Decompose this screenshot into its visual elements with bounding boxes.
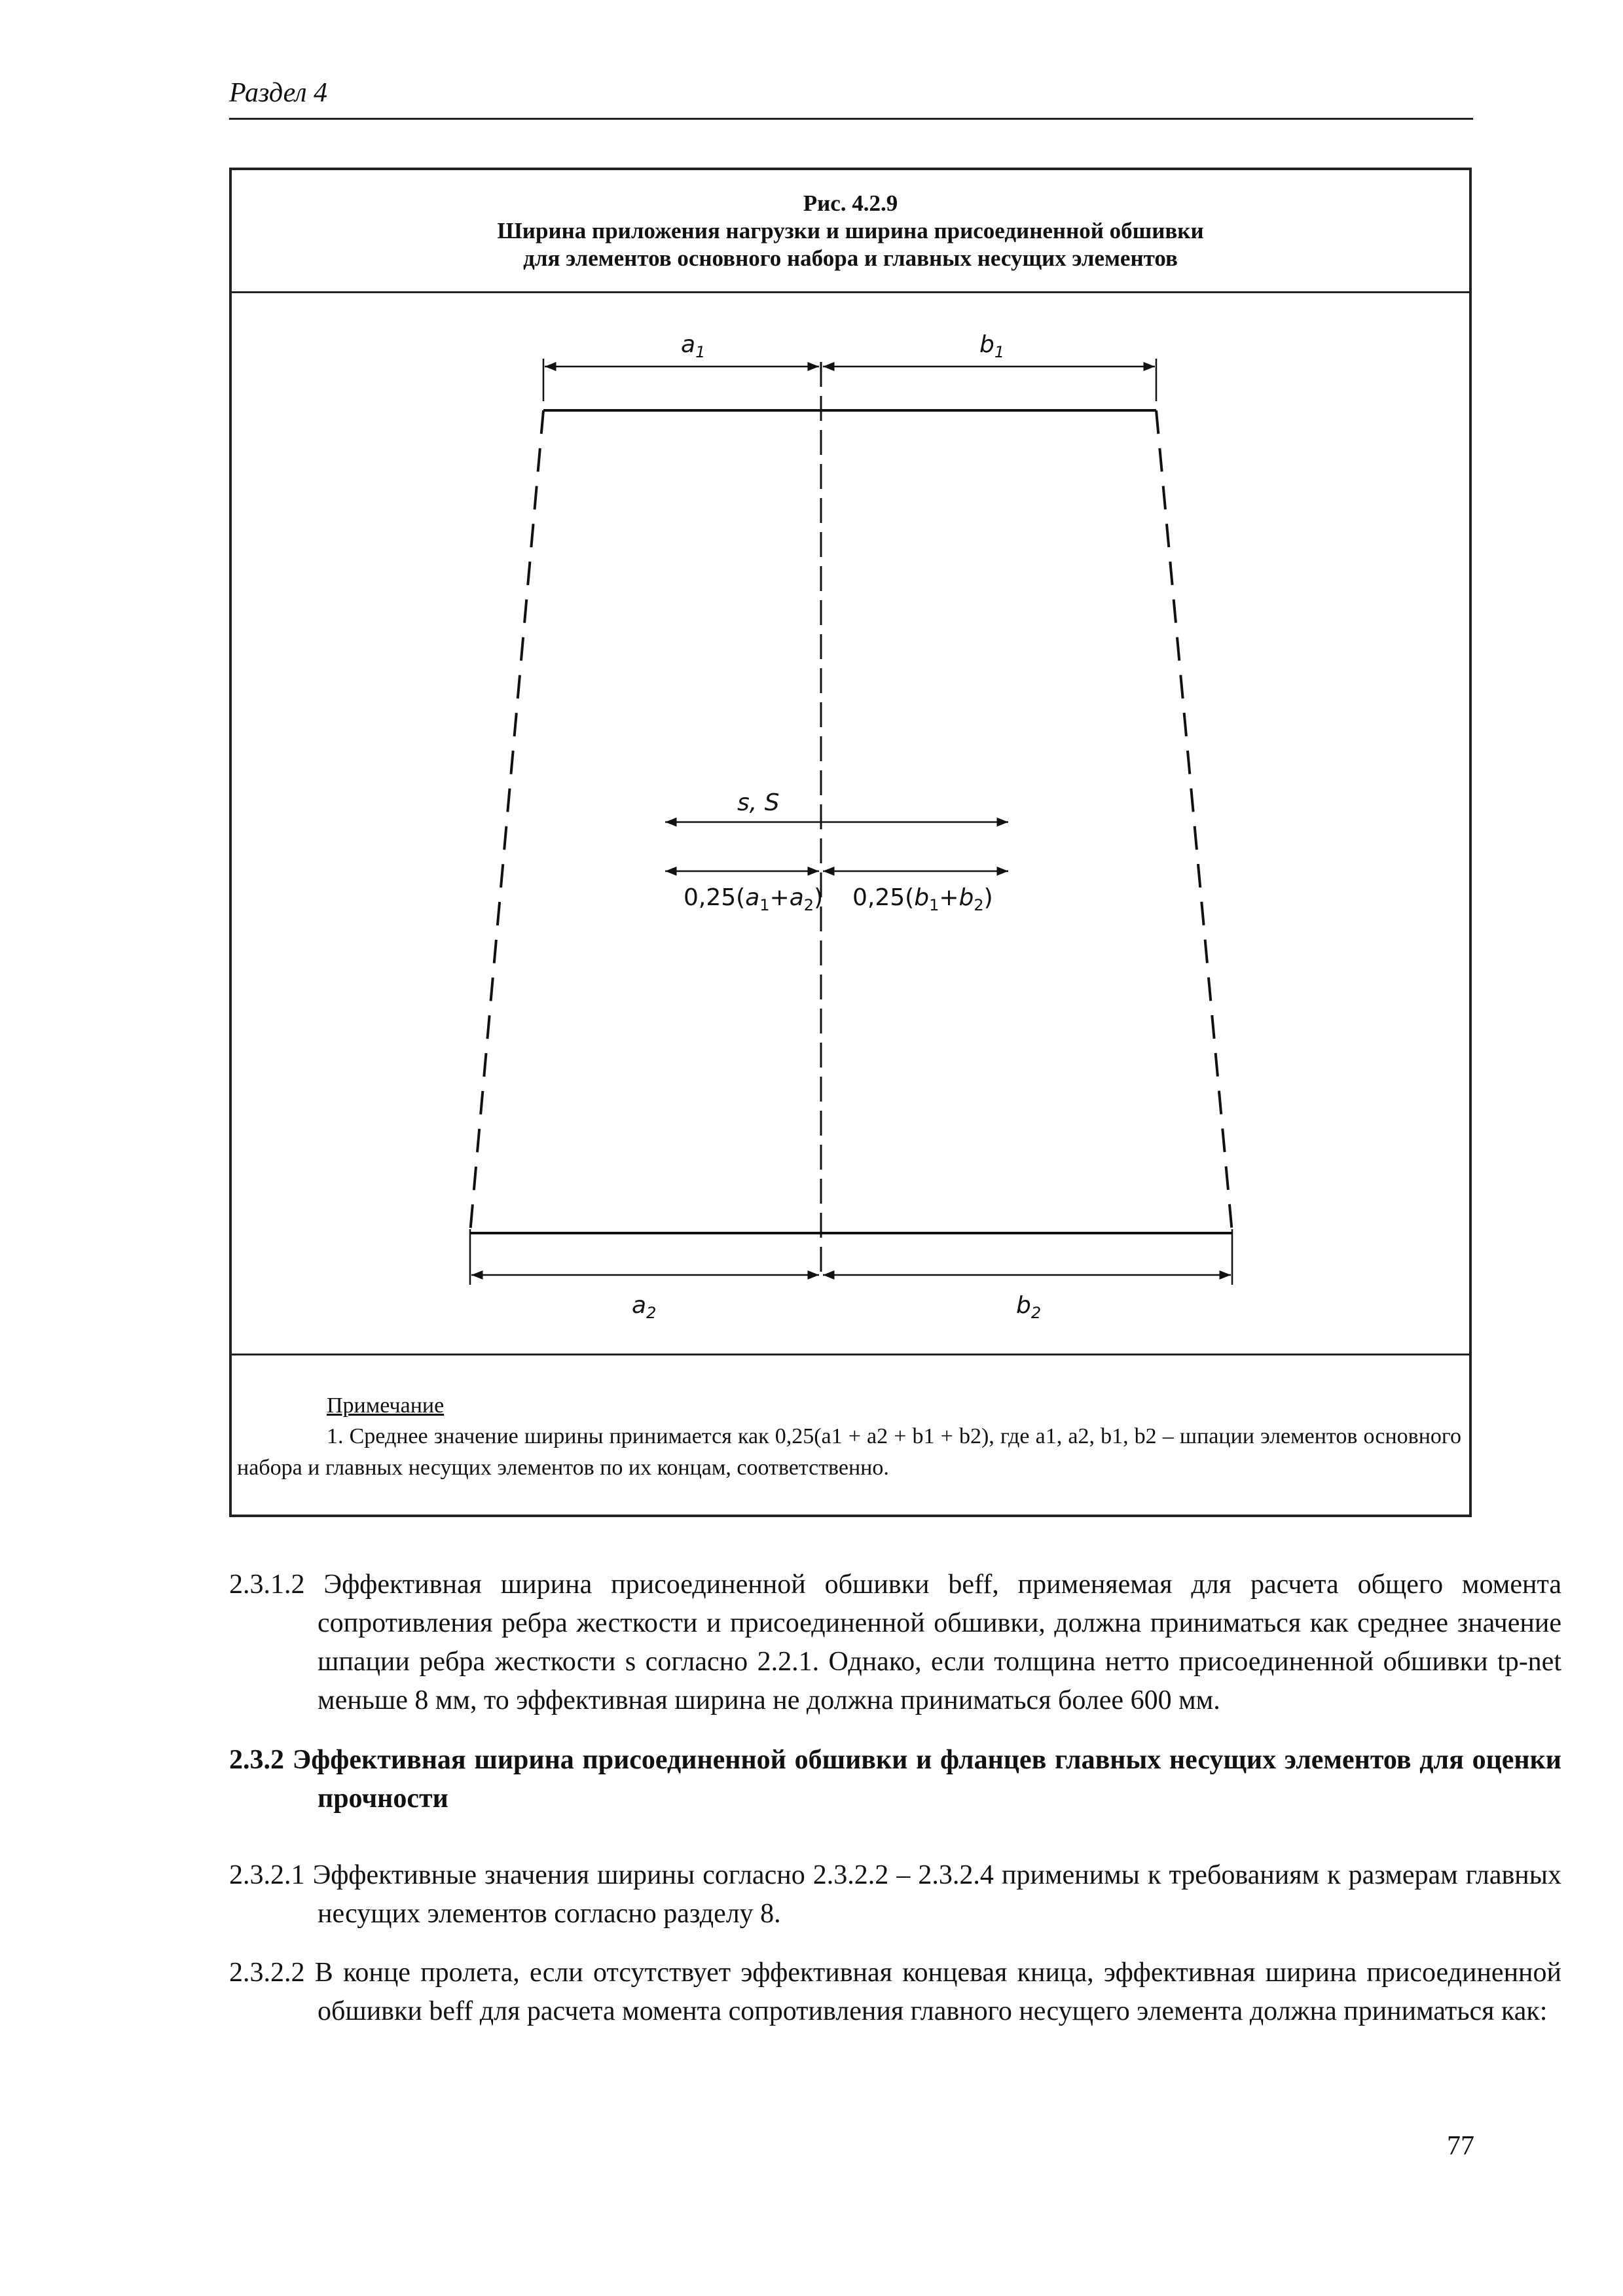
label-left-mid: $0,25(a_1+a_2)$ xyxy=(684,884,824,914)
label-sS: s, S xyxy=(737,789,780,816)
left-dashed-side xyxy=(470,410,543,1233)
section-header: Раздел 4 xyxy=(229,78,328,108)
figure-diagram xyxy=(232,293,1469,1520)
label-right-mid: $0,25(b_1+b_2)$ xyxy=(852,884,993,914)
label-a1: $a_1$ xyxy=(681,331,706,361)
label-a2: $a_2$ xyxy=(632,1292,657,1322)
figure-number: Рис. 4.2.9 xyxy=(803,190,898,216)
paragraph-2-3-2-1 xyxy=(229,1856,1561,1933)
label-b2: $b_2$ xyxy=(1016,1292,1042,1322)
paragraph-number: 2.3.2.1 xyxy=(229,1860,305,1890)
label-b1: $b_1$ xyxy=(979,331,1005,361)
paragraph-number: 2.3.1.2 xyxy=(229,1570,305,1600)
page-number: 77 xyxy=(1447,2131,1474,2161)
figure-note-cell xyxy=(232,1354,1469,1519)
note-heading: Примечание xyxy=(327,1393,445,1418)
paragraph-text: В конце пролета, если отсутствует эффективная концевая кница, эффективная ширина присоединенной обшивки beff для расчета момента сопротивления главного несущего элемента должна приниматься как: xyxy=(314,1958,1561,2026)
trapezoid-diagram xyxy=(232,293,1469,1354)
figure-title-line2: для элементов основного набора и главных несущих элементов xyxy=(523,245,1178,271)
figure-title-line1: Ширина приложения нагрузки и ширина присоединенной обшивки xyxy=(497,218,1204,243)
paragraph-2-3-1-2 xyxy=(229,1566,1561,1720)
heading-number: 2.3.2 xyxy=(229,1745,284,1775)
header-rule xyxy=(229,118,1473,120)
paragraph-text: Эффективные значения ширины согласно 2.3.2.2 – 2.3.2.4 применимы к требованиям к размерам главных несущих элементов согласно разделу 8. xyxy=(312,1860,1561,1929)
right-dashed-side xyxy=(1156,410,1232,1233)
figure-title-cell xyxy=(232,170,1469,293)
paragraph-text: Эффективная ширина присоединенной обшивки beff, применяемая для расчета общего момента сопротивления ребра жесткости и присоединенной обшивки, должна приниматься как среднее значение шпации ребра жесткости s согласно 2.2.1. Однако, если толщина нетто присоединенной обшивки tp-net меньше 8 мм, то эффективная ширина не должна приниматься более 600 мм. xyxy=(318,1570,1562,1715)
heading-2-3-2 xyxy=(229,1741,1561,1818)
figure-frame xyxy=(229,168,1472,1517)
paragraph-2-3-2-2 xyxy=(229,1954,1561,2031)
heading-text: Эффективная ширина присоединенной обшивки и фланцев главных несущих элементов для оценки прочности xyxy=(292,1745,1562,1814)
paragraph-number: 2.3.2.2 xyxy=(229,1958,305,1988)
note-text: 1. Среднее значение ширины принимается как 0,25(a1 + a2 + b1 + b2), где a1, a2, b1, b2 – шпации элементов основного набора и главных несущих элементов по их концам, соответственно. xyxy=(237,1424,1461,1480)
